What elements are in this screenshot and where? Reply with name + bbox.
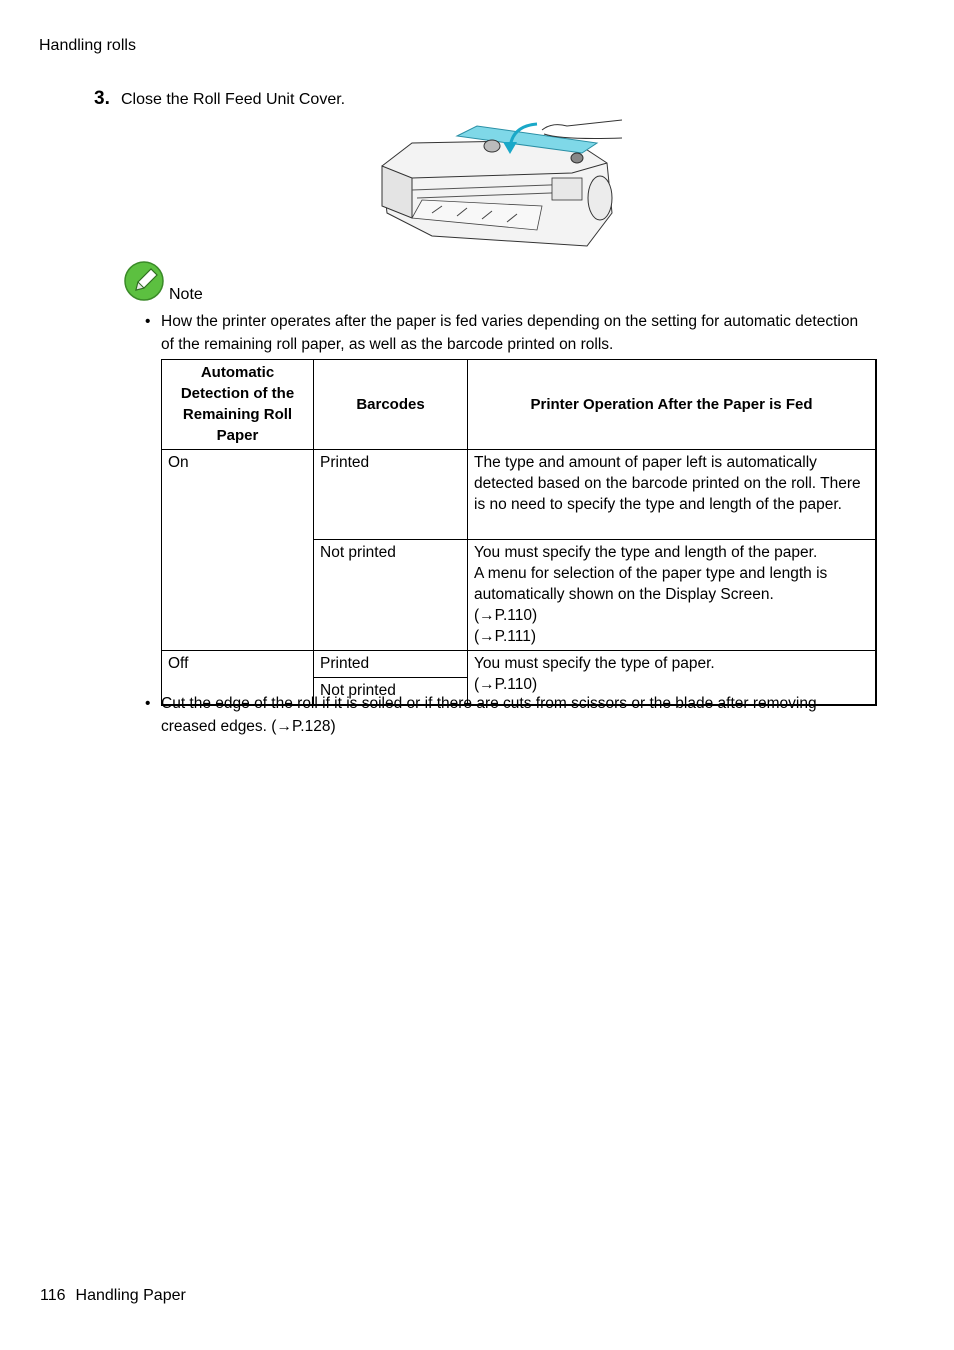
cell-auto-on: On <box>162 450 314 651</box>
step-number: 3. <box>94 88 110 109</box>
cell-barcode-not-printed: Not printed <box>314 678 468 706</box>
note-bullet-1 <box>145 310 861 356</box>
header-printer-operation: Printer Operation After the Paper is Fed <box>468 360 877 450</box>
page-reference-link[interactable]: (→P.110) <box>474 607 538 624</box>
header-barcodes: Barcodes <box>314 360 468 450</box>
table-row <box>162 651 877 678</box>
bullet-text: How the printer operates after the paper is fed varies depending on the setting for automatic detection of the remaining roll paper, as well as the barcode printed on rolls. <box>161 313 859 353</box>
page-footer <box>40 1287 196 1305</box>
cell-barcode-printed: Printed <box>314 450 468 540</box>
footer-section: Handling Paper <box>75 1287 186 1304</box>
bullet-dot: • <box>145 695 151 712</box>
cell-barcode-not-printed: Not printed <box>314 540 468 651</box>
running-header: Handling rolls <box>39 37 136 54</box>
step-instruction: Close the Roll Feed Unit Cover. <box>121 91 346 108</box>
printer-illustration <box>372 118 624 250</box>
page-number: 116 <box>40 1287 66 1304</box>
operation-line: A menu for selection of the paper type and length is automatically shown on the Display Screen. <box>474 565 828 603</box>
table-header-row <box>162 360 877 450</box>
operation-line: You must specify the type and length of the paper. <box>474 544 818 561</box>
paper-operation-table <box>161 359 877 706</box>
table-row <box>162 450 877 540</box>
note-bullet-2 <box>145 692 861 738</box>
cell-auto-off: Off <box>162 651 314 706</box>
header-auto-detection: Automatic Detection of the Remaining Roll Paper <box>162 360 314 450</box>
cell-operation <box>468 540 877 651</box>
bullet-text: Cut the edge of the roll if it is soiled or if there are cuts from scissors or the blade after removing creased edges. (→P.128) <box>161 695 817 735</box>
note-label: Note <box>169 286 203 303</box>
page-reference-link[interactable]: (→P.111) <box>474 628 537 645</box>
page-reference-link[interactable]: (→P.110) <box>474 676 538 693</box>
bullet-dot: • <box>145 313 151 330</box>
cell-barcode-printed: Printed <box>314 651 468 678</box>
note-pencil-icon <box>124 260 166 302</box>
operation-line: You must specify the type of paper. <box>474 655 715 672</box>
cell-operation: The type and amount of paper left is automatically detected based on the barcode printed on the roll. There is no need to specify the type and length of the paper. <box>468 450 877 540</box>
